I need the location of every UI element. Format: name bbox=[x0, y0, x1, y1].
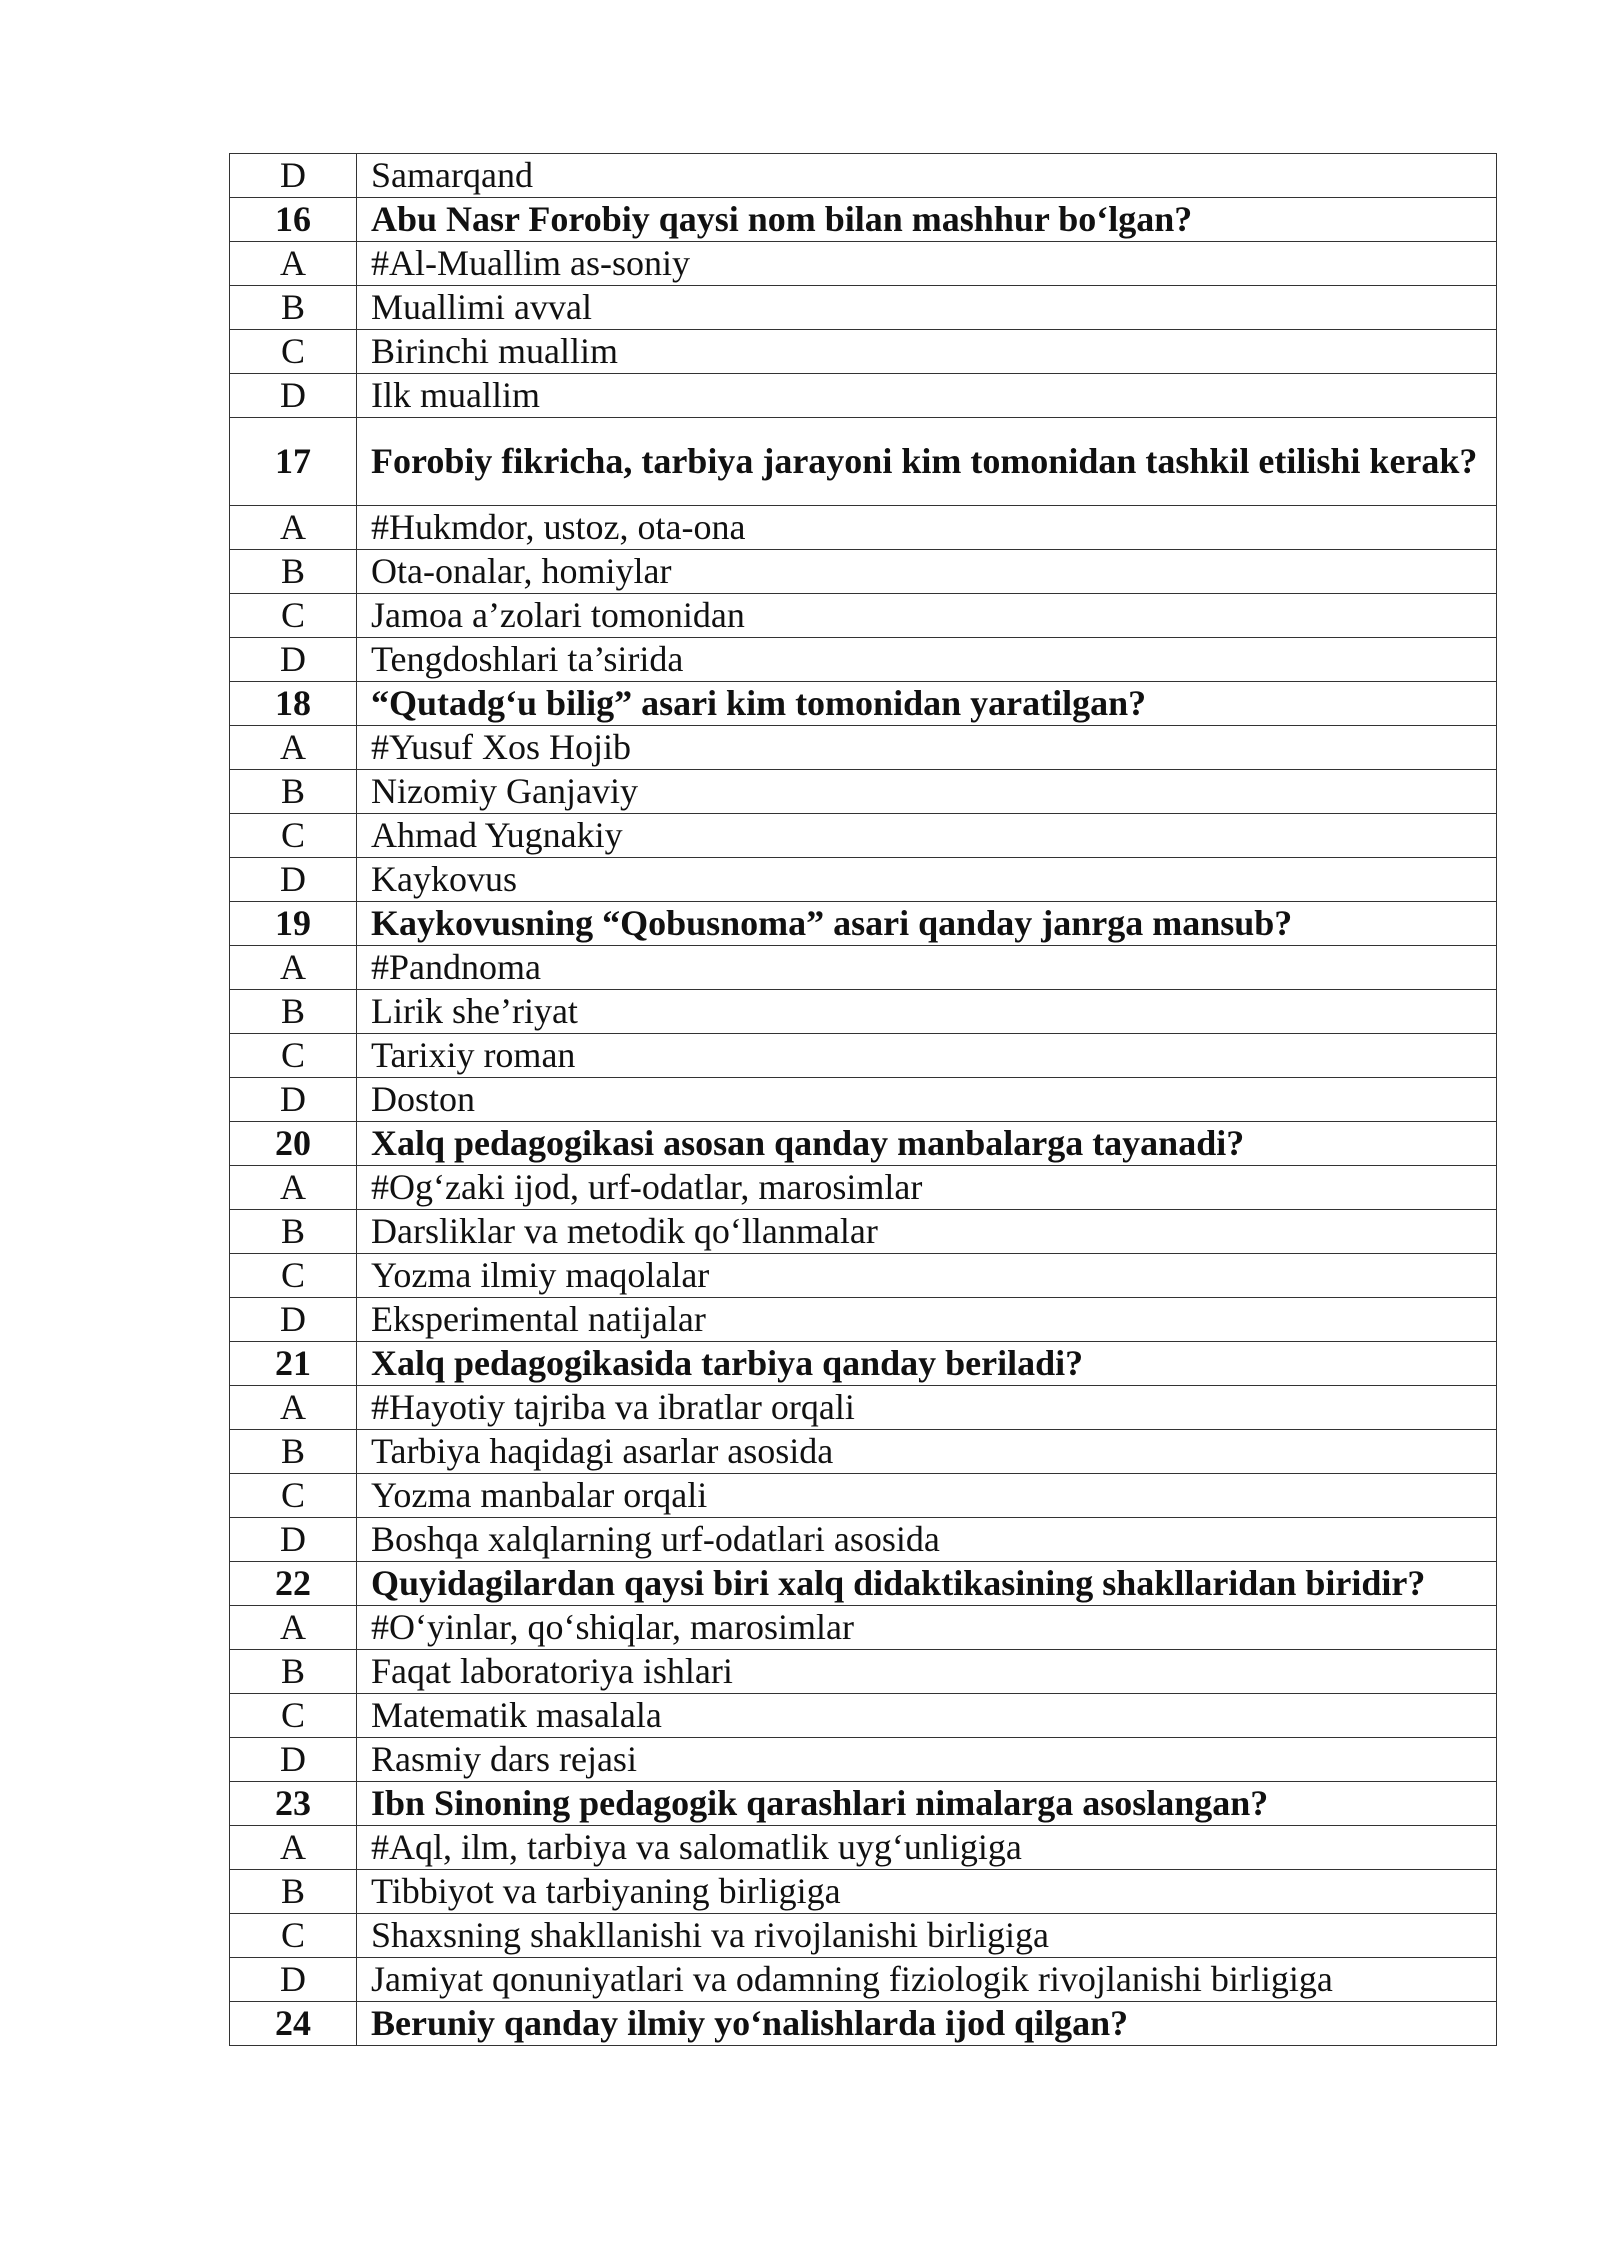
option-text: Darsliklar va metodik qo‘llanmalar bbox=[357, 1210, 1497, 1254]
option-text: #Yusuf Xos Hojib bbox=[357, 726, 1497, 770]
question-row bbox=[230, 1782, 1497, 1826]
option-letter: D bbox=[230, 858, 357, 902]
answer-option-row bbox=[230, 1474, 1497, 1518]
option-letter: A bbox=[230, 1166, 357, 1210]
question-text: Xalq pedagogikasida tarbiya qanday beriladi? bbox=[357, 1342, 1497, 1386]
answer-option-row bbox=[230, 1034, 1497, 1078]
option-text: #Hukmdor, ustoz, ota-ona bbox=[357, 506, 1497, 550]
question-number: 24 bbox=[230, 2002, 357, 2046]
option-letter: B bbox=[230, 1430, 357, 1474]
answer-option-row bbox=[230, 374, 1497, 418]
question-text: Ibn Sinoning pedagogik qarashlari nimalarga asoslangan? bbox=[357, 1782, 1497, 1826]
answer-option-row bbox=[230, 1210, 1497, 1254]
option-text: Matematik masalala bbox=[357, 1694, 1497, 1738]
option-text: Tengdoshlari ta’sirida bbox=[357, 638, 1497, 682]
option-letter: D bbox=[230, 1078, 357, 1122]
option-text: #Aql, ilm, tarbiya va salomatlik uyg‘unligiga bbox=[357, 1826, 1497, 1870]
option-letter: B bbox=[230, 990, 357, 1034]
answer-option-row bbox=[230, 594, 1497, 638]
answer-option-row bbox=[230, 1870, 1497, 1914]
answer-option-row bbox=[230, 1386, 1497, 1430]
answer-option-row bbox=[230, 330, 1497, 374]
option-text: Ilk muallim bbox=[357, 374, 1497, 418]
option-letter: D bbox=[230, 1298, 357, 1342]
option-text: Jamoa a’zolari tomonidan bbox=[357, 594, 1497, 638]
option-letter: C bbox=[230, 1034, 357, 1078]
option-text: Tibbiyot va tarbiyaning birligiga bbox=[357, 1870, 1497, 1914]
option-letter: C bbox=[230, 1254, 357, 1298]
answer-option-row bbox=[230, 1430, 1497, 1474]
option-text: Yozma ilmiy maqolalar bbox=[357, 1254, 1497, 1298]
option-text: Doston bbox=[357, 1078, 1497, 1122]
answer-option-row bbox=[230, 814, 1497, 858]
answer-option-row bbox=[230, 1650, 1497, 1694]
answer-option-row bbox=[230, 770, 1497, 814]
question-text: Abu Nasr Forobiy qaysi nom bilan mashhur bo‘lgan? bbox=[357, 198, 1497, 242]
question-number: 21 bbox=[230, 1342, 357, 1386]
option-text: Shaxsning shakllanishi va rivojlanishi birligiga bbox=[357, 1914, 1497, 1958]
answer-option-row bbox=[230, 506, 1497, 550]
option-text: Tarixiy roman bbox=[357, 1034, 1497, 1078]
question-row bbox=[230, 682, 1497, 726]
option-text: Ahmad Yugnakiy bbox=[357, 814, 1497, 858]
option-text: Boshqa xalqlarning urf-odatlari asosida bbox=[357, 1518, 1497, 1562]
question-row bbox=[230, 198, 1497, 242]
option-text: Yozma manbalar orqali bbox=[357, 1474, 1497, 1518]
option-letter: C bbox=[230, 1474, 357, 1518]
option-text: #Al-Muallim as-soniy bbox=[357, 242, 1497, 286]
answer-option-row bbox=[230, 726, 1497, 770]
option-text: Faqat laboratoriya ishlari bbox=[357, 1650, 1497, 1694]
option-letter: D bbox=[230, 1738, 357, 1782]
option-text: Kaykovus bbox=[357, 858, 1497, 902]
question-number: 22 bbox=[230, 1562, 357, 1606]
option-letter: B bbox=[230, 1210, 357, 1254]
option-letter: C bbox=[230, 814, 357, 858]
option-letter: A bbox=[230, 726, 357, 770]
option-letter: C bbox=[230, 330, 357, 374]
option-text: #O‘yinlar, qo‘shiqlar, marosimlar bbox=[357, 1606, 1497, 1650]
option-letter: D bbox=[230, 638, 357, 682]
option-letter: A bbox=[230, 1606, 357, 1650]
question-number: 16 bbox=[230, 198, 357, 242]
option-text: Eksperimental natijalar bbox=[357, 1298, 1497, 1342]
option-text: Tarbiya haqidagi asarlar asosida bbox=[357, 1430, 1497, 1474]
answer-option-row bbox=[230, 1914, 1497, 1958]
option-text: #Hayotiy tajriba va ibratlar orqali bbox=[357, 1386, 1497, 1430]
question-text: “Qutadg‘u bilig” asari kim tomonidan yaratilgan? bbox=[357, 682, 1497, 726]
quiz-table bbox=[229, 153, 1497, 2046]
question-number: 19 bbox=[230, 902, 357, 946]
question-text: Beruniy qanday ilmiy yo‘nalishlarda ijod qilgan? bbox=[357, 2002, 1497, 2046]
option-letter: A bbox=[230, 1386, 357, 1430]
option-text: Birinchi muallim bbox=[357, 330, 1497, 374]
option-letter: B bbox=[230, 1870, 357, 1914]
answer-option-row bbox=[230, 1078, 1497, 1122]
question-row bbox=[230, 2002, 1497, 2046]
answer-option-row bbox=[230, 638, 1497, 682]
question-text: Xalq pedagogikasi asosan qanday manbalarga tayanadi? bbox=[357, 1122, 1497, 1166]
question-text: Forobiy fikricha, tarbiya jarayoni kim tomonidan tashkil etilishi kerak? bbox=[357, 418, 1497, 506]
question-text: Kaykovusning “Qobusnoma” asari qanday janrga mansub? bbox=[357, 902, 1497, 946]
answer-option-row bbox=[230, 1958, 1497, 2002]
answer-option-row bbox=[230, 1254, 1497, 1298]
question-number: 20 bbox=[230, 1122, 357, 1166]
answer-option-row bbox=[230, 1826, 1497, 1870]
option-text: Muallimi avval bbox=[357, 286, 1497, 330]
option-letter: D bbox=[230, 1518, 357, 1562]
option-letter: B bbox=[230, 286, 357, 330]
option-letter: B bbox=[230, 770, 357, 814]
option-text: #Og‘zaki ijod, urf-odatlar, marosimlar bbox=[357, 1166, 1497, 1210]
option-letter: A bbox=[230, 506, 357, 550]
answer-option-row bbox=[230, 990, 1497, 1034]
option-letter: C bbox=[230, 1914, 357, 1958]
option-letter: C bbox=[230, 1694, 357, 1738]
answer-option-row bbox=[230, 1606, 1497, 1650]
answer-option-row bbox=[230, 550, 1497, 594]
question-number: 18 bbox=[230, 682, 357, 726]
answer-option-row bbox=[230, 242, 1497, 286]
answer-option-row bbox=[230, 1694, 1497, 1738]
option-text: Jamiyat qonuniyatlari va odamning fiziologik rivojlanishi birligiga bbox=[357, 1958, 1497, 2002]
option-letter: C bbox=[230, 594, 357, 638]
option-letter: D bbox=[230, 154, 357, 198]
option-text: #Pandnoma bbox=[357, 946, 1497, 990]
option-text: Lirik she’riyat bbox=[357, 990, 1497, 1034]
answer-option-row bbox=[230, 946, 1497, 990]
answer-option-row bbox=[230, 1518, 1497, 1562]
option-text: Samarqand bbox=[357, 154, 1497, 198]
option-letter: D bbox=[230, 1958, 357, 2002]
answer-option-row bbox=[230, 858, 1497, 902]
option-letter: A bbox=[230, 1826, 357, 1870]
question-number: 23 bbox=[230, 1782, 357, 1826]
question-text: Quyidagilardan qaysi biri xalq didaktikasining shakllaridan biridir? bbox=[357, 1562, 1497, 1606]
answer-option-row bbox=[230, 1298, 1497, 1342]
option-letter: B bbox=[230, 1650, 357, 1694]
question-row bbox=[230, 1562, 1497, 1606]
option-text: Nizomiy Ganjaviy bbox=[357, 770, 1497, 814]
option-text: Ota-onalar, homiylar bbox=[357, 550, 1497, 594]
quiz-table-body bbox=[230, 154, 1497, 2046]
option-letter: D bbox=[230, 374, 357, 418]
answer-option-row bbox=[230, 286, 1497, 330]
answer-option-row bbox=[230, 1166, 1497, 1210]
question-row bbox=[230, 418, 1497, 506]
question-number: 17 bbox=[230, 418, 357, 506]
option-letter: B bbox=[230, 550, 357, 594]
option-letter: A bbox=[230, 946, 357, 990]
answer-option-row bbox=[230, 1738, 1497, 1782]
question-row bbox=[230, 1342, 1497, 1386]
option-letter: A bbox=[230, 242, 357, 286]
option-text: Rasmiy dars rejasi bbox=[357, 1738, 1497, 1782]
question-row bbox=[230, 902, 1497, 946]
question-row bbox=[230, 1122, 1497, 1166]
answer-option-row bbox=[230, 154, 1497, 198]
